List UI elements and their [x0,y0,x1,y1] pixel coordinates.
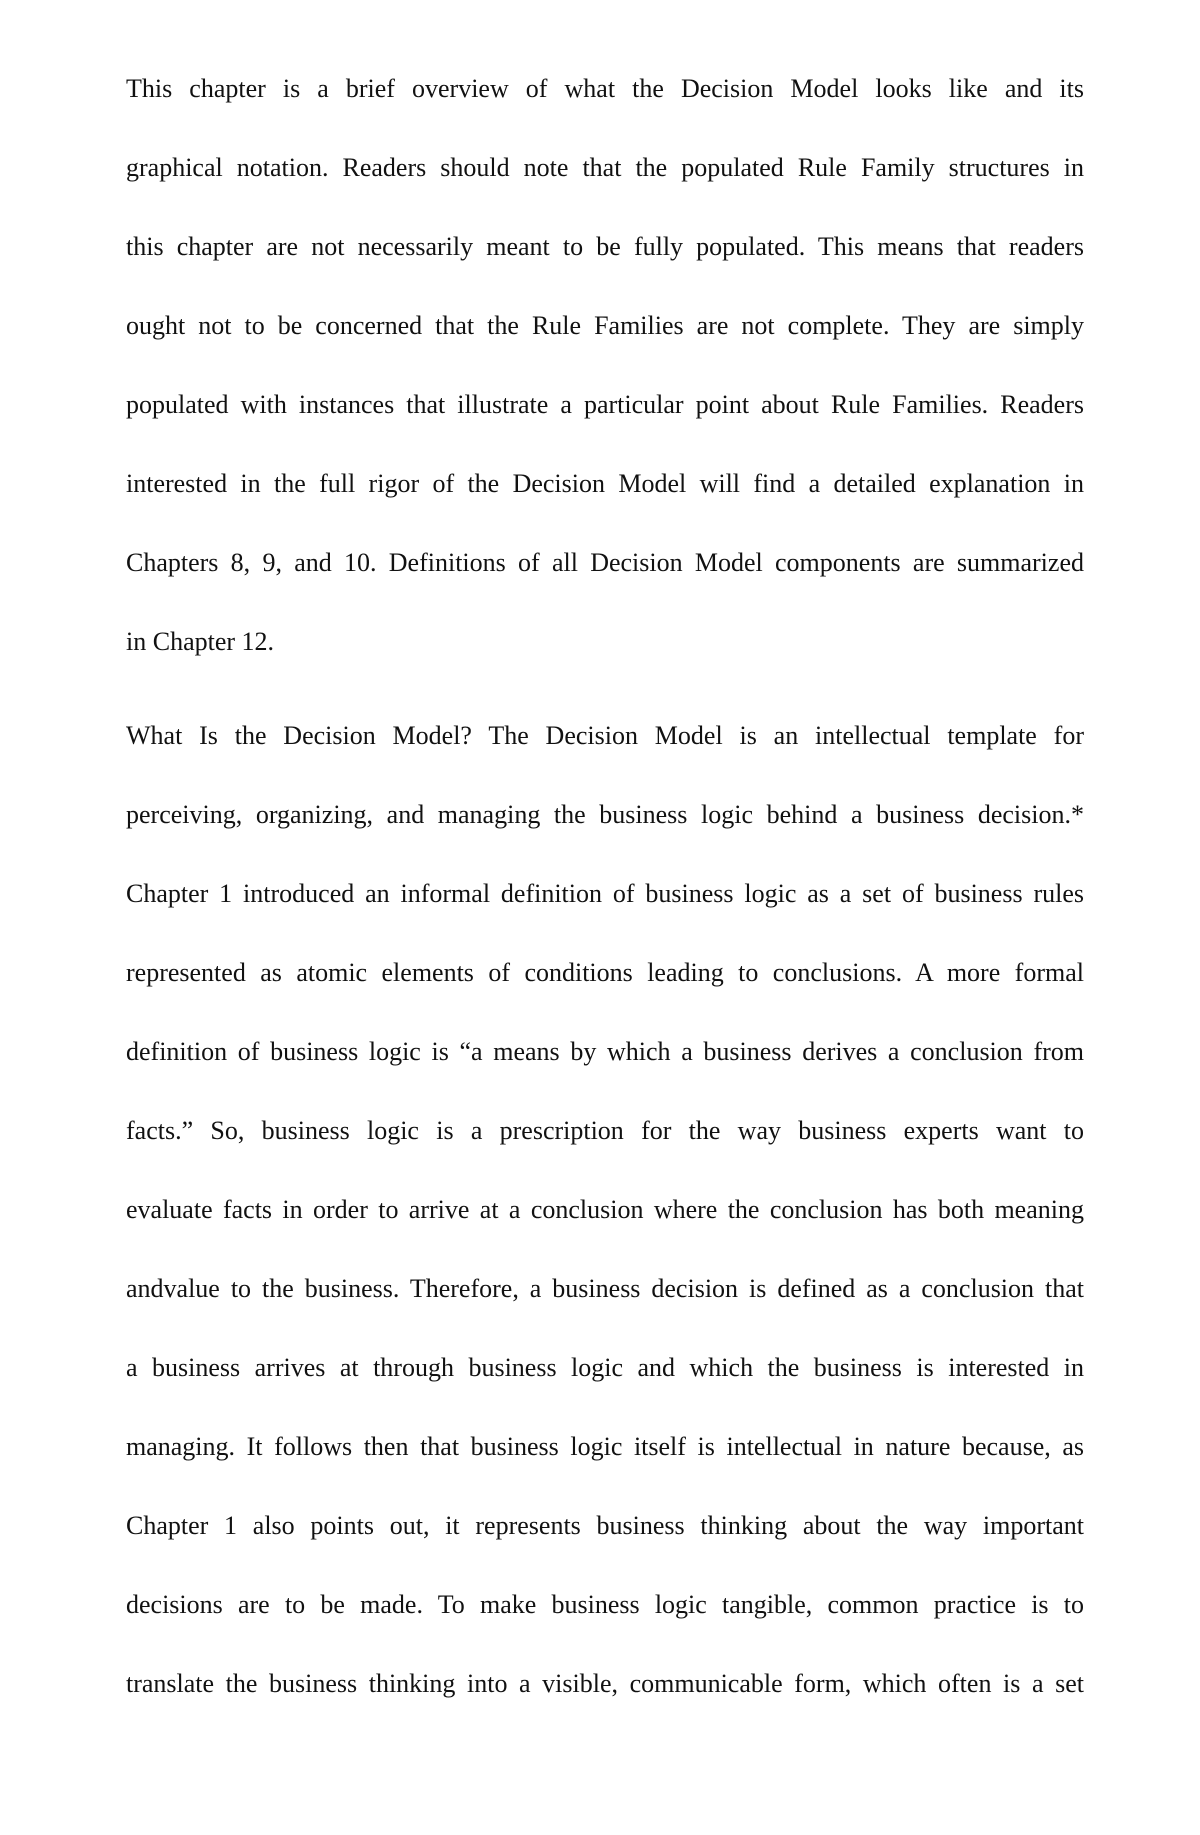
paragraph-1-line-2: graphical notation. Readers should note that the populated Rule Family structures in [126,153,1084,182]
paragraph-1-line-4: ought not to be concerned that the Rule Families are not complete. They are simply [126,311,1084,340]
paragraph-2-line-3: Chapter 1 introduced an informal definition of business logic as a set of business rules [126,879,1084,908]
paragraph-2-line-4: represented as atomic elements of conditions leading to conclusions. A more formal [126,958,1084,987]
paragraph-2-line-1: What Is the Decision Model? The Decision Model is an intellectual template for [126,721,1084,750]
paragraph-2-line-2: perceiving, organizing, and managing the business logic behind a business decision.* [126,800,1084,829]
paragraph-2-line-13: translate the business thinking into a visible, communicable form, which often is a set [126,1669,1084,1698]
paragraph-2-line-6: facts.” So, business logic is a prescription for the way business experts want to [126,1116,1084,1145]
paragraph-2-line-7: evaluate facts in order to arrive at a conclusion where the conclusion has both meaning [126,1195,1084,1224]
paragraph-1-line-7: Chapters 8, 9, and 10. Definitions of all Decision Model components are summarized [126,548,1084,577]
paragraph-1-line-5: populated with instances that illustrate a particular point about Rule Families. Readers [126,390,1084,419]
paragraph-1-line-6: interested in the full rigor of the Decision Model will find a detailed explanation in [126,469,1084,498]
paragraph-1-line-3: this chapter are not necessarily meant to be fully populated. This means that readers [126,232,1084,261]
paragraph-1-line-8: in Chapter 12. [126,627,275,656]
paragraph-2-line-5: definition of business logic is “a means by which a business derives a conclusion from [126,1037,1084,1066]
paragraph-2-line-12: decisions are to be made. To make business logic tangible, common practice is to [126,1590,1084,1619]
paragraph-2-line-10: managing. It follows then that business logic itself is intellectual in nature because, as [126,1432,1084,1461]
paragraph-1-line-1: This chapter is a brief overview of what the Decision Model looks like and its [126,74,1084,103]
paragraph-2-line-11: Chapter 1 also points out, it represents business thinking about the way important [126,1511,1084,1540]
paragraph-2-line-9: a business arrives at through business logic and which the business is interested in [126,1353,1084,1382]
paragraph-2-line-8: andvalue to the business. Therefore, a business decision is defined as a conclusion that [126,1274,1084,1303]
